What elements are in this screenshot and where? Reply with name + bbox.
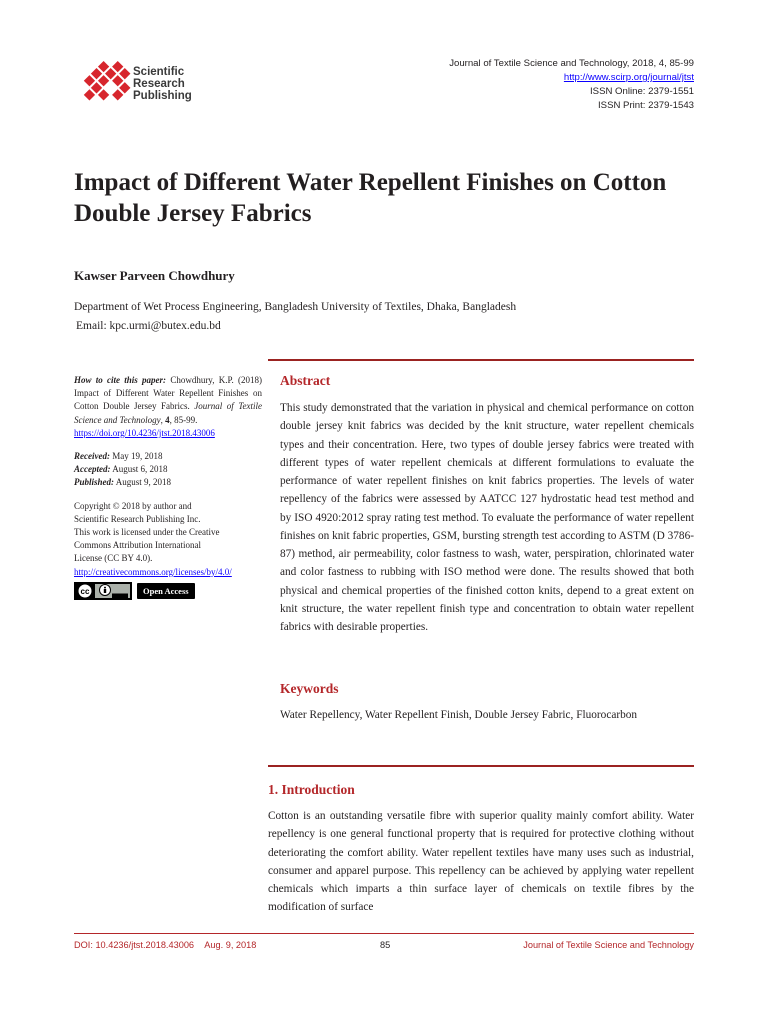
issn-print: ISSN Print: 2379-1543 [598, 100, 694, 111]
author-name: Kawser Parveen Chowdhury [74, 268, 235, 283]
publisher-line-3: Publishing [133, 90, 192, 102]
abstract-heading: Abstract [280, 373, 331, 388]
journal-citation-line: Journal of Textile Science and Technology, 2018, 4, 85-99 [449, 58, 694, 69]
cite-label: How to cite this paper: [74, 375, 167, 385]
footer-rule [74, 933, 694, 934]
issn-online: ISSN Online: 2379-1551 [590, 86, 694, 97]
publisher-line-1: Scientific [133, 66, 185, 78]
cite-volume: 4 [165, 414, 170, 425]
cc-by-badge-icon[interactable] [74, 582, 132, 600]
keywords-heading: Keywords [280, 681, 339, 696]
copyright-line-4: Commons Attribution International [74, 540, 201, 551]
author-affiliation: Department of Wet Process Engineering, Bangladesh University of Textiles, Dhaka, Bangladesh [74, 301, 517, 313]
footer-doi: DOI: 10.4236/jtst.2018.43006 [74, 940, 195, 950]
copyright-line-3: This work is licensed under the Creative [74, 527, 220, 538]
accepted-date: Accepted: August 6, 2018 [74, 464, 168, 475]
copyright-line-1: Copyright © 2018 by author and [74, 500, 192, 511]
cite-doi-link[interactable]: https://doi.org/10.4236/jtst.2018.43006 [74, 427, 215, 438]
copyright-line-2: Scientific Research Publishing Inc. [74, 513, 201, 524]
how-to-cite: How to cite this paper: Chowdhury, K.P. (2018) Impact of Different Water Repellent Finishes on Cotton Double Jersey Fabrics. Journal of Textile Science and Technology, 4, 85-99. [74, 375, 263, 425]
scirp-logo-icon [76, 56, 134, 114]
journal-info [449, 57, 694, 113]
license-link[interactable]: http://creativecommons.org/licenses/by/4.0/ [74, 566, 232, 577]
introduction-text: Cotton is an outstanding versatile fibre with superior quality mainly comfort ability. Water repellency is one general functional property that is required for protective clothing without deteriorating the comfort ability. Water repellent textiles have many uses such as industrial, consumer and apparel purpose. This repellency can be achieved by applying water repellent chemicals which imparts a thin surface layer of chemicals on textile fibres by the modification of surface [268, 810, 694, 914]
abstract-top-rule [268, 359, 694, 361]
publisher-name [133, 66, 192, 102]
cite-text: Chowdhury, K.P. (2018) Impact of Different Water Repellent Finishes on Cotton Double Jersey Fabrics. [74, 375, 263, 412]
page-number: 85 [380, 940, 391, 950]
introduction-heading: 1. Introduction [268, 782, 355, 797]
keywords-text: Water Repellency, Water Repellent Finish, Double Jersey Fabric, Fluorocarbon [280, 709, 638, 721]
copyright-line-5: License (CC BY 4.0). [74, 553, 153, 564]
svg-text:cc: cc [80, 586, 90, 596]
open-access-badge: Open Access [137, 583, 195, 599]
cite-journal: Journal of Textile Science and Technology [74, 401, 262, 425]
published-date: Published: August 9, 2018 [74, 477, 172, 488]
cite-pages: , 85-99. [169, 414, 198, 425]
abstract-text: This study demonstrated that the variation in physical and chemical performance on cotton double jersey knit fabrics was decided by the knit structure, water repellent chemicals types and their concentration. Here, two types of double jersey fabrics were treated with different types of water repellent chemicals at different formulations to evaluate the performance of water repellent finishes on knit fabrics properties. The levels of water repellency of the fabrics were assessed by AATCC 127 hydrostatic head test method and by ISO 4920:2012 spray rating test method. To evaluate the performance of water repellent finishes on knit fabric properties, GSM, bursting strength test according to ASTM (D 3786-87) method, air permeability, color fastness to wash, water, perspiration, chlorinated water and color fastness to rubbing with ISO method were done. The results showed that both physical and chemical properties of the finished cotton knits, depend to a great extent on knit structure, the water repellent finish type and concentration to obtain water repellent fabrics with desirable properties. [280, 402, 694, 633]
footer-journal: Journal of Textile Science and Technology [523, 940, 694, 950]
citation-sidebar [74, 374, 262, 600]
paper-title: Impact of Different Water Repellent Finishes on Cotton Double Jersey Fabrics [74, 169, 667, 227]
publisher-line-2: Research [133, 78, 185, 90]
keywords-bottom-rule [268, 765, 694, 767]
received-date: Received: May 19, 2018 [74, 451, 163, 462]
journal-url-link[interactable]: http://www.scirp.org/journal/jtst [563, 72, 694, 83]
footer-date: Aug. 9, 2018 [204, 940, 257, 950]
footer-doi-date [74, 940, 256, 950]
author-email: Email: kpc.urmi@butex.edu.bd [76, 320, 221, 332]
